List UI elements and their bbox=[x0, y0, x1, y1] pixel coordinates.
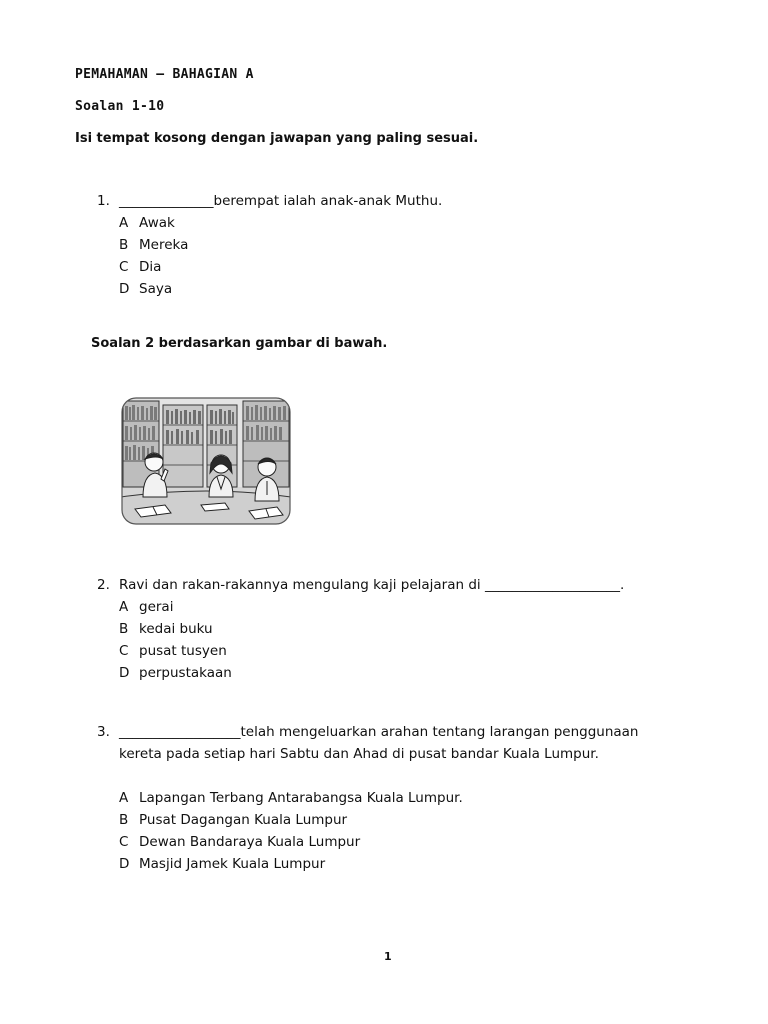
question-3-option-a[interactable] bbox=[119, 790, 463, 806]
option-letter: D bbox=[119, 281, 130, 297]
option-text: gerai bbox=[139, 599, 174, 615]
option-letter: B bbox=[119, 621, 129, 637]
option-text: Masjid Jamek Kuala Lumpur bbox=[139, 856, 326, 872]
question-3-option-b[interactable] bbox=[119, 812, 347, 828]
option-text: Dewan Bandaraya Kuala Lumpur bbox=[139, 834, 361, 850]
page-number: 1 bbox=[384, 950, 392, 963]
question-2-option-b[interactable] bbox=[119, 621, 213, 637]
question-1-number: 1. bbox=[97, 193, 110, 209]
option-text: Saya bbox=[139, 281, 173, 297]
option-text: perpustakaan bbox=[139, 665, 232, 681]
option-letter: A bbox=[119, 790, 129, 806]
question-2-intro: Soalan 2 berdasarkan gambar di bawah. bbox=[91, 336, 388, 351]
option-text: Awak bbox=[139, 215, 175, 231]
question-3-number: 3. bbox=[97, 724, 110, 740]
question-1-option-a[interactable] bbox=[119, 215, 175, 231]
library-students-illustration bbox=[121, 397, 291, 525]
option-letter: A bbox=[119, 215, 129, 231]
option-letter: B bbox=[119, 812, 129, 828]
question-3-option-d[interactable] bbox=[119, 856, 325, 872]
option-letter: A bbox=[119, 599, 129, 615]
question-1-text: ______________berempat ialah anak-anak Muthu. bbox=[119, 193, 443, 209]
option-text: Dia bbox=[139, 259, 162, 275]
question-3-text-line-1: __________________telah mengeluarkan arahan tentang larangan penggunaan bbox=[119, 724, 639, 740]
option-text: Pusat Dagangan Kuala Lumpur bbox=[139, 812, 348, 828]
library-image-icon bbox=[121, 397, 291, 525]
option-text: Lapangan Terbang Antarabangsa Kuala Lumpur. bbox=[139, 790, 463, 806]
option-text: Mereka bbox=[139, 237, 189, 253]
option-text: pusat tusyen bbox=[139, 643, 227, 659]
question-2-option-d[interactable] bbox=[119, 665, 232, 681]
question-1-option-b[interactable] bbox=[119, 237, 188, 253]
question-2-option-a[interactable] bbox=[119, 599, 173, 615]
question-1-option-c[interactable] bbox=[119, 259, 161, 275]
question-2-number: 2. bbox=[97, 577, 110, 593]
question-2-option-c[interactable] bbox=[119, 643, 227, 659]
option-letter: C bbox=[119, 643, 129, 659]
option-letter: C bbox=[119, 259, 129, 275]
section-title: PEMAHAMAN – BAHAGIAN A bbox=[75, 67, 254, 82]
option-text: kedai buku bbox=[139, 621, 213, 637]
question-1-option-d[interactable] bbox=[119, 281, 172, 297]
question-2-text: Ravi dan rakan-rakannya mengulang kaji pelajaran di ____________________. bbox=[119, 577, 625, 593]
question-3-text-line-2: kereta pada setiap hari Sabtu dan Ahad di pusat bandar Kuala Lumpur. bbox=[119, 746, 599, 762]
option-letter: D bbox=[119, 856, 130, 872]
option-letter: D bbox=[119, 665, 130, 681]
question-range: Soalan 1-10 bbox=[75, 99, 165, 114]
option-letter: C bbox=[119, 834, 129, 850]
instruction: Isi tempat kosong dengan jawapan yang paling sesuai. bbox=[75, 131, 479, 146]
question-3-option-c[interactable] bbox=[119, 834, 360, 850]
option-letter: B bbox=[119, 237, 129, 253]
